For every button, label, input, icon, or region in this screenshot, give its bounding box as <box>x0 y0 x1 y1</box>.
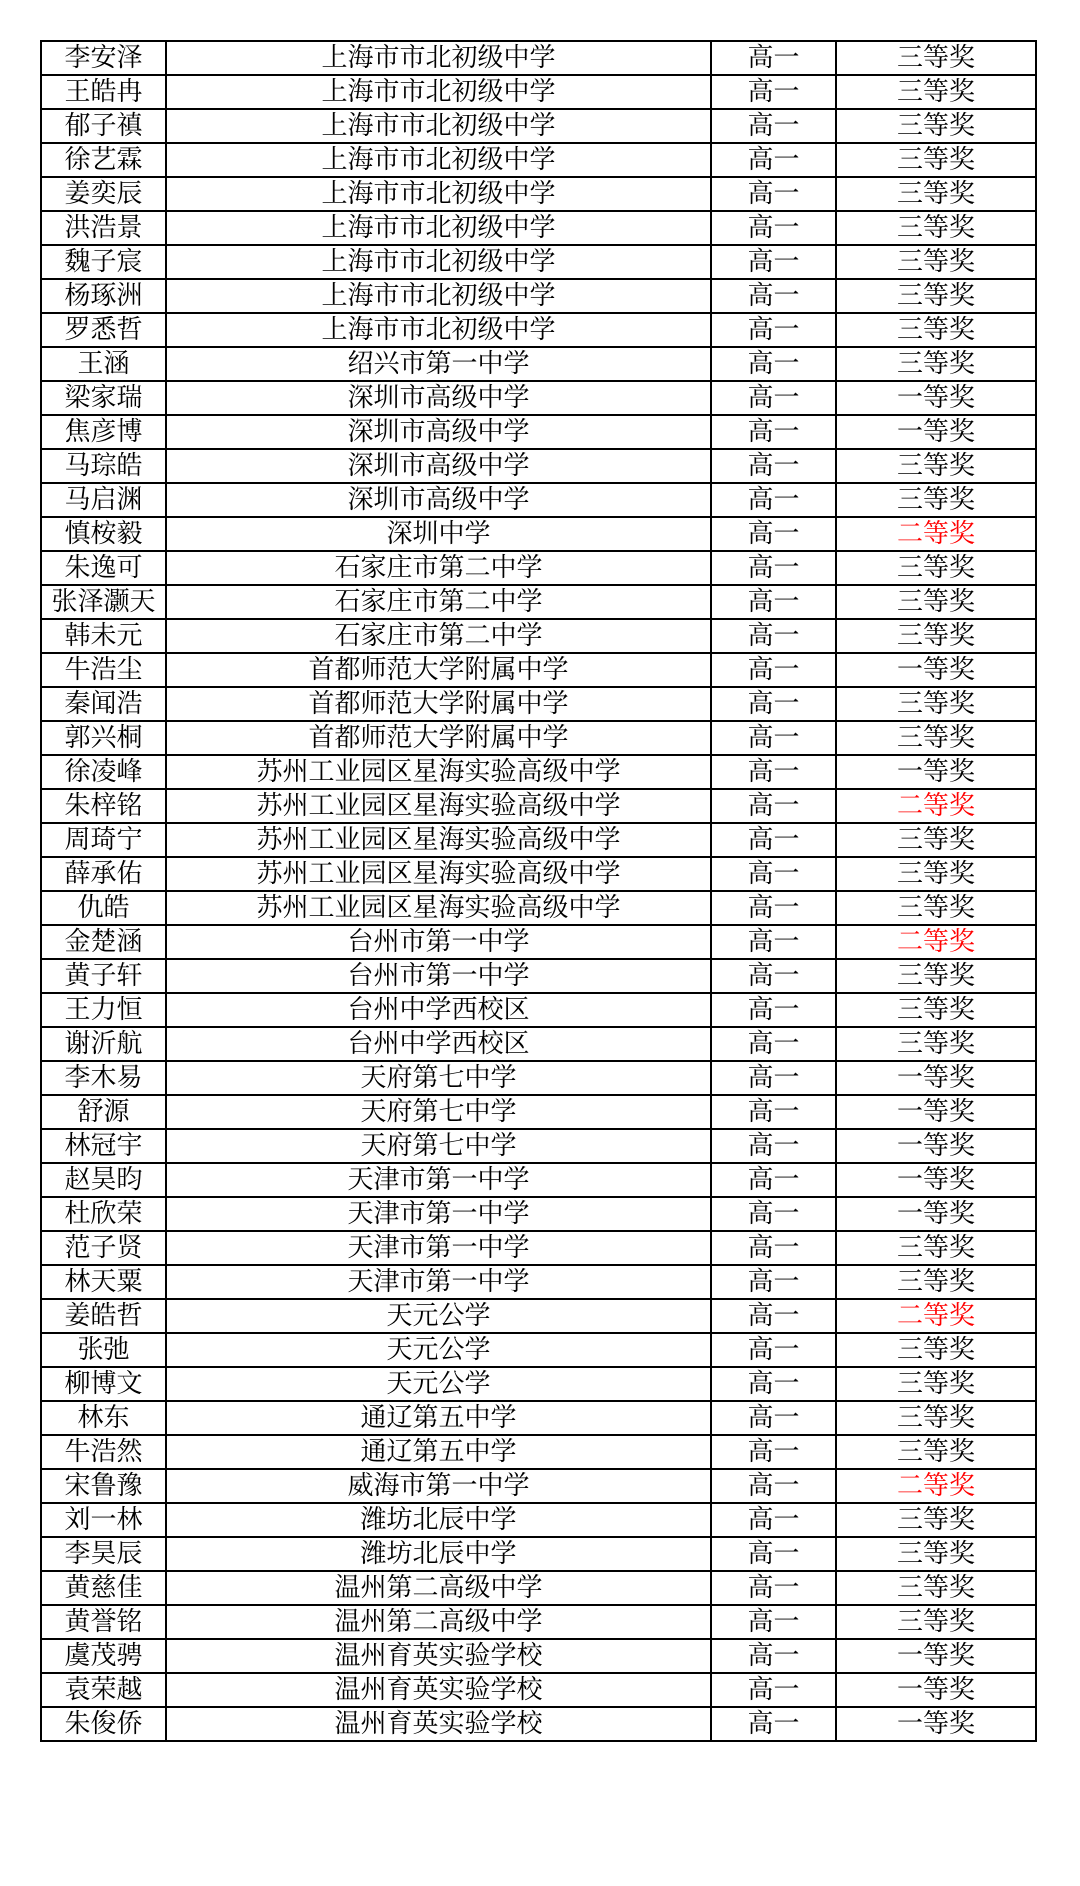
award-cell: 三等奖 <box>836 177 1036 211</box>
table-row <box>41 177 1036 211</box>
award-cell: 二等奖 <box>836 517 1036 551</box>
grade-cell: 高一 <box>711 619 836 653</box>
grade-cell: 高一 <box>711 1095 836 1129</box>
award-cell: 三等奖 <box>836 619 1036 653</box>
award-cell: 三等奖 <box>836 721 1036 755</box>
award-cell: 一等奖 <box>836 381 1036 415</box>
school-cell: 上海市市北初级中学 <box>166 109 711 143</box>
table-row <box>41 347 1036 381</box>
school-cell: 深圳中学 <box>166 517 711 551</box>
award-cell: 三等奖 <box>836 347 1036 381</box>
grade-cell: 高一 <box>711 1435 836 1469</box>
school-cell: 天府第七中学 <box>166 1095 711 1129</box>
student-name-cell: 马启渊 <box>41 483 166 517</box>
grade-cell: 高一 <box>711 41 836 75</box>
table-row <box>41 585 1036 619</box>
grade-cell: 高一 <box>711 1299 836 1333</box>
school-cell: 天津市第一中学 <box>166 1163 711 1197</box>
award-table-body <box>41 41 1036 1741</box>
table-row <box>41 1299 1036 1333</box>
student-name-cell: 柳博文 <box>41 1367 166 1401</box>
award-cell: 一等奖 <box>836 1673 1036 1707</box>
table-row <box>41 1027 1036 1061</box>
award-cell: 二等奖 <box>836 1299 1036 1333</box>
grade-cell: 高一 <box>711 1639 836 1673</box>
grade-cell: 高一 <box>711 1333 836 1367</box>
grade-cell: 高一 <box>711 1265 836 1299</box>
student-name-cell: 牛浩尘 <box>41 653 166 687</box>
student-name-cell: 林东 <box>41 1401 166 1435</box>
school-cell: 苏州工业园区星海实验高级中学 <box>166 891 711 925</box>
table-row <box>41 483 1036 517</box>
table-row <box>41 1095 1036 1129</box>
student-name-cell: 王力恒 <box>41 993 166 1027</box>
school-cell: 石家庄市第二中学 <box>166 585 711 619</box>
school-cell: 石家庄市第二中学 <box>166 551 711 585</box>
award-cell: 三等奖 <box>836 109 1036 143</box>
student-name-cell: 韩未元 <box>41 619 166 653</box>
school-cell: 温州第二高级中学 <box>166 1605 711 1639</box>
student-name-cell: 李昊辰 <box>41 1537 166 1571</box>
school-cell: 天津市第一中学 <box>166 1231 711 1265</box>
school-cell: 苏州工业园区星海实验高级中学 <box>166 789 711 823</box>
grade-cell: 高一 <box>711 211 836 245</box>
table-row <box>41 1605 1036 1639</box>
award-cell: 三等奖 <box>836 585 1036 619</box>
school-cell: 首都师范大学附属中学 <box>166 721 711 755</box>
award-cell: 三等奖 <box>836 245 1036 279</box>
award-cell: 三等奖 <box>836 551 1036 585</box>
student-name-cell: 袁荣越 <box>41 1673 166 1707</box>
grade-cell: 高一 <box>711 551 836 585</box>
award-cell: 一等奖 <box>836 1707 1036 1741</box>
school-cell: 上海市市北初级中学 <box>166 245 711 279</box>
table-row <box>41 517 1036 551</box>
table-row <box>41 143 1036 177</box>
award-cell: 三等奖 <box>836 1571 1036 1605</box>
table-row <box>41 313 1036 347</box>
grade-cell: 高一 <box>711 1231 836 1265</box>
award-cell: 三等奖 <box>836 143 1036 177</box>
table-row <box>41 1061 1036 1095</box>
school-cell: 天津市第一中学 <box>166 1197 711 1231</box>
table-row <box>41 381 1036 415</box>
award-cell: 三等奖 <box>836 1265 1036 1299</box>
grade-cell: 高一 <box>711 313 836 347</box>
table-row <box>41 755 1036 789</box>
grade-cell: 高一 <box>711 585 836 619</box>
award-cell: 三等奖 <box>836 279 1036 313</box>
student-name-cell: 马琮皓 <box>41 449 166 483</box>
grade-cell: 高一 <box>711 721 836 755</box>
table-row <box>41 1401 1036 1435</box>
award-cell: 三等奖 <box>836 1537 1036 1571</box>
student-name-cell: 虞茂骋 <box>41 1639 166 1673</box>
student-name-cell: 谢沂航 <box>41 1027 166 1061</box>
student-name-cell: 刘一林 <box>41 1503 166 1537</box>
school-cell: 温州第二高级中学 <box>166 1571 711 1605</box>
table-row <box>41 1571 1036 1605</box>
student-name-cell: 舒源 <box>41 1095 166 1129</box>
award-cell: 二等奖 <box>836 789 1036 823</box>
table-row <box>41 1469 1036 1503</box>
grade-cell: 高一 <box>711 1129 836 1163</box>
student-name-cell: 朱俊侨 <box>41 1707 166 1741</box>
school-cell: 首都师范大学附属中学 <box>166 687 711 721</box>
table-row <box>41 415 1036 449</box>
school-cell: 潍坊北辰中学 <box>166 1503 711 1537</box>
table-row <box>41 1197 1036 1231</box>
school-cell: 台州中学西校区 <box>166 993 711 1027</box>
award-cell: 三等奖 <box>836 1367 1036 1401</box>
school-cell: 温州育英实验学校 <box>166 1673 711 1707</box>
grade-cell: 高一 <box>711 177 836 211</box>
award-cell: 三等奖 <box>836 891 1036 925</box>
student-name-cell: 魏子宸 <box>41 245 166 279</box>
school-cell: 天元公学 <box>166 1299 711 1333</box>
student-name-cell: 黄子轩 <box>41 959 166 993</box>
table-row <box>41 857 1036 891</box>
award-cell: 三等奖 <box>836 1231 1036 1265</box>
student-name-cell: 郁子禛 <box>41 109 166 143</box>
grade-cell: 高一 <box>711 1061 836 1095</box>
student-name-cell: 金楚涵 <box>41 925 166 959</box>
grade-cell: 高一 <box>711 857 836 891</box>
school-cell: 潍坊北辰中学 <box>166 1537 711 1571</box>
award-cell: 一等奖 <box>836 1095 1036 1129</box>
award-list-sheet <box>40 40 1037 1742</box>
grade-cell: 高一 <box>711 1367 836 1401</box>
award-table <box>40 40 1037 1742</box>
award-cell: 三等奖 <box>836 313 1036 347</box>
award-cell: 三等奖 <box>836 857 1036 891</box>
student-name-cell: 李安泽 <box>41 41 166 75</box>
student-name-cell: 范子贤 <box>41 1231 166 1265</box>
award-cell: 三等奖 <box>836 1401 1036 1435</box>
school-cell: 上海市市北初级中学 <box>166 211 711 245</box>
student-name-cell: 朱逸可 <box>41 551 166 585</box>
school-cell: 深圳市高级中学 <box>166 415 711 449</box>
school-cell: 石家庄市第二中学 <box>166 619 711 653</box>
award-cell: 一等奖 <box>836 1129 1036 1163</box>
grade-cell: 高一 <box>711 1401 836 1435</box>
grade-cell: 高一 <box>711 1537 836 1571</box>
school-cell: 台州市第一中学 <box>166 959 711 993</box>
student-name-cell: 杨琢洲 <box>41 279 166 313</box>
table-row <box>41 1265 1036 1299</box>
student-name-cell: 王皓冉 <box>41 75 166 109</box>
award-cell: 一等奖 <box>836 755 1036 789</box>
grade-cell: 高一 <box>711 143 836 177</box>
student-name-cell: 罗悉哲 <box>41 313 166 347</box>
grade-cell: 高一 <box>711 1163 836 1197</box>
school-cell: 威海市第一中学 <box>166 1469 711 1503</box>
school-cell: 深圳市高级中学 <box>166 449 711 483</box>
table-row <box>41 1129 1036 1163</box>
award-cell: 三等奖 <box>836 959 1036 993</box>
award-cell: 一等奖 <box>836 415 1036 449</box>
table-row <box>41 211 1036 245</box>
student-name-cell: 慎桉毅 <box>41 517 166 551</box>
table-row <box>41 1333 1036 1367</box>
grade-cell: 高一 <box>711 245 836 279</box>
table-row <box>41 823 1036 857</box>
school-cell: 温州育英实验学校 <box>166 1707 711 1741</box>
student-name-cell: 黄慈佳 <box>41 1571 166 1605</box>
student-name-cell: 郭兴桐 <box>41 721 166 755</box>
grade-cell: 高一 <box>711 109 836 143</box>
table-row <box>41 619 1036 653</box>
table-row <box>41 1537 1036 1571</box>
table-row <box>41 1231 1036 1265</box>
award-cell: 一等奖 <box>836 653 1036 687</box>
student-name-cell: 徐艺霖 <box>41 143 166 177</box>
student-name-cell: 张泽灏天 <box>41 585 166 619</box>
table-row <box>41 959 1036 993</box>
school-cell: 深圳市高级中学 <box>166 381 711 415</box>
student-name-cell: 宋鲁豫 <box>41 1469 166 1503</box>
student-name-cell: 李木易 <box>41 1061 166 1095</box>
student-name-cell: 林冠宇 <box>41 1129 166 1163</box>
school-cell: 天元公学 <box>166 1333 711 1367</box>
school-cell: 天府第七中学 <box>166 1061 711 1095</box>
table-row <box>41 75 1036 109</box>
school-cell: 上海市市北初级中学 <box>166 75 711 109</box>
grade-cell: 高一 <box>711 1027 836 1061</box>
award-cell: 三等奖 <box>836 1435 1036 1469</box>
award-cell: 三等奖 <box>836 1605 1036 1639</box>
school-cell: 上海市市北初级中学 <box>166 313 711 347</box>
school-cell: 上海市市北初级中学 <box>166 143 711 177</box>
award-cell: 三等奖 <box>836 1333 1036 1367</box>
table-row <box>41 109 1036 143</box>
school-cell: 苏州工业园区星海实验高级中学 <box>166 755 711 789</box>
table-row <box>41 1503 1036 1537</box>
table-row <box>41 687 1036 721</box>
table-row <box>41 1707 1036 1741</box>
student-name-cell: 姜奕辰 <box>41 177 166 211</box>
grade-cell: 高一 <box>711 755 836 789</box>
school-cell: 天府第七中学 <box>166 1129 711 1163</box>
student-name-cell: 张弛 <box>41 1333 166 1367</box>
student-name-cell: 周琦宁 <box>41 823 166 857</box>
grade-cell: 高一 <box>711 653 836 687</box>
award-cell: 一等奖 <box>836 1639 1036 1673</box>
school-cell: 苏州工业园区星海实验高级中学 <box>166 823 711 857</box>
grade-cell: 高一 <box>711 823 836 857</box>
grade-cell: 高一 <box>711 483 836 517</box>
grade-cell: 高一 <box>711 1469 836 1503</box>
student-name-cell: 牛浩然 <box>41 1435 166 1469</box>
award-cell: 三等奖 <box>836 449 1036 483</box>
school-cell: 深圳市高级中学 <box>166 483 711 517</box>
school-cell: 天元公学 <box>166 1367 711 1401</box>
table-row <box>41 925 1036 959</box>
table-row <box>41 1435 1036 1469</box>
award-cell: 三等奖 <box>836 211 1036 245</box>
table-row <box>41 41 1036 75</box>
award-cell: 三等奖 <box>836 687 1036 721</box>
student-name-cell: 杜欣荣 <box>41 1197 166 1231</box>
grade-cell: 高一 <box>711 1197 836 1231</box>
student-name-cell: 林天粟 <box>41 1265 166 1299</box>
grade-cell: 高一 <box>711 1503 836 1537</box>
school-cell: 温州育英实验学校 <box>166 1639 711 1673</box>
award-cell: 三等奖 <box>836 993 1036 1027</box>
school-cell: 通辽第五中学 <box>166 1435 711 1469</box>
student-name-cell: 梁家瑞 <box>41 381 166 415</box>
grade-cell: 高一 <box>711 925 836 959</box>
student-name-cell: 朱梓铭 <box>41 789 166 823</box>
award-cell: 三等奖 <box>836 75 1036 109</box>
grade-cell: 高一 <box>711 381 836 415</box>
student-name-cell: 洪浩景 <box>41 211 166 245</box>
table-row <box>41 1367 1036 1401</box>
grade-cell: 高一 <box>711 279 836 313</box>
award-cell: 二等奖 <box>836 925 1036 959</box>
school-cell: 台州中学西校区 <box>166 1027 711 1061</box>
award-cell: 二等奖 <box>836 1469 1036 1503</box>
student-name-cell: 焦彦博 <box>41 415 166 449</box>
table-row <box>41 1673 1036 1707</box>
award-cell: 三等奖 <box>836 823 1036 857</box>
grade-cell: 高一 <box>711 1571 836 1605</box>
award-cell: 三等奖 <box>836 1503 1036 1537</box>
grade-cell: 高一 <box>711 415 836 449</box>
grade-cell: 高一 <box>711 1707 836 1741</box>
award-cell: 三等奖 <box>836 41 1036 75</box>
school-cell: 苏州工业园区星海实验高级中学 <box>166 857 711 891</box>
student-name-cell: 仇皓 <box>41 891 166 925</box>
student-name-cell: 王涵 <box>41 347 166 381</box>
school-cell: 上海市市北初级中学 <box>166 279 711 313</box>
grade-cell: 高一 <box>711 75 836 109</box>
grade-cell: 高一 <box>711 687 836 721</box>
school-cell: 上海市市北初级中学 <box>166 177 711 211</box>
award-cell: 一等奖 <box>836 1197 1036 1231</box>
table-row <box>41 653 1036 687</box>
table-row <box>41 993 1036 1027</box>
table-row <box>41 245 1036 279</box>
award-cell: 三等奖 <box>836 483 1036 517</box>
grade-cell: 高一 <box>711 347 836 381</box>
student-name-cell: 徐凌峰 <box>41 755 166 789</box>
grade-cell: 高一 <box>711 789 836 823</box>
school-cell: 绍兴市第一中学 <box>166 347 711 381</box>
table-row <box>41 1639 1036 1673</box>
student-name-cell: 赵昊昀 <box>41 1163 166 1197</box>
school-cell: 天津市第一中学 <box>166 1265 711 1299</box>
table-row <box>41 721 1036 755</box>
student-name-cell: 秦闻浩 <box>41 687 166 721</box>
school-cell: 首都师范大学附属中学 <box>166 653 711 687</box>
school-cell: 上海市市北初级中学 <box>166 41 711 75</box>
table-row <box>41 279 1036 313</box>
grade-cell: 高一 <box>711 1605 836 1639</box>
student-name-cell: 姜皓哲 <box>41 1299 166 1333</box>
table-row <box>41 891 1036 925</box>
grade-cell: 高一 <box>711 993 836 1027</box>
award-cell: 三等奖 <box>836 1027 1036 1061</box>
grade-cell: 高一 <box>711 517 836 551</box>
award-cell: 一等奖 <box>836 1163 1036 1197</box>
student-name-cell: 薛承佑 <box>41 857 166 891</box>
table-row <box>41 1163 1036 1197</box>
grade-cell: 高一 <box>711 959 836 993</box>
award-cell: 一等奖 <box>836 1061 1036 1095</box>
grade-cell: 高一 <box>711 891 836 925</box>
table-row <box>41 789 1036 823</box>
school-cell: 通辽第五中学 <box>166 1401 711 1435</box>
grade-cell: 高一 <box>711 1673 836 1707</box>
table-row <box>41 551 1036 585</box>
school-cell: 台州市第一中学 <box>166 925 711 959</box>
grade-cell: 高一 <box>711 449 836 483</box>
table-row <box>41 449 1036 483</box>
student-name-cell: 黄誉铭 <box>41 1605 166 1639</box>
